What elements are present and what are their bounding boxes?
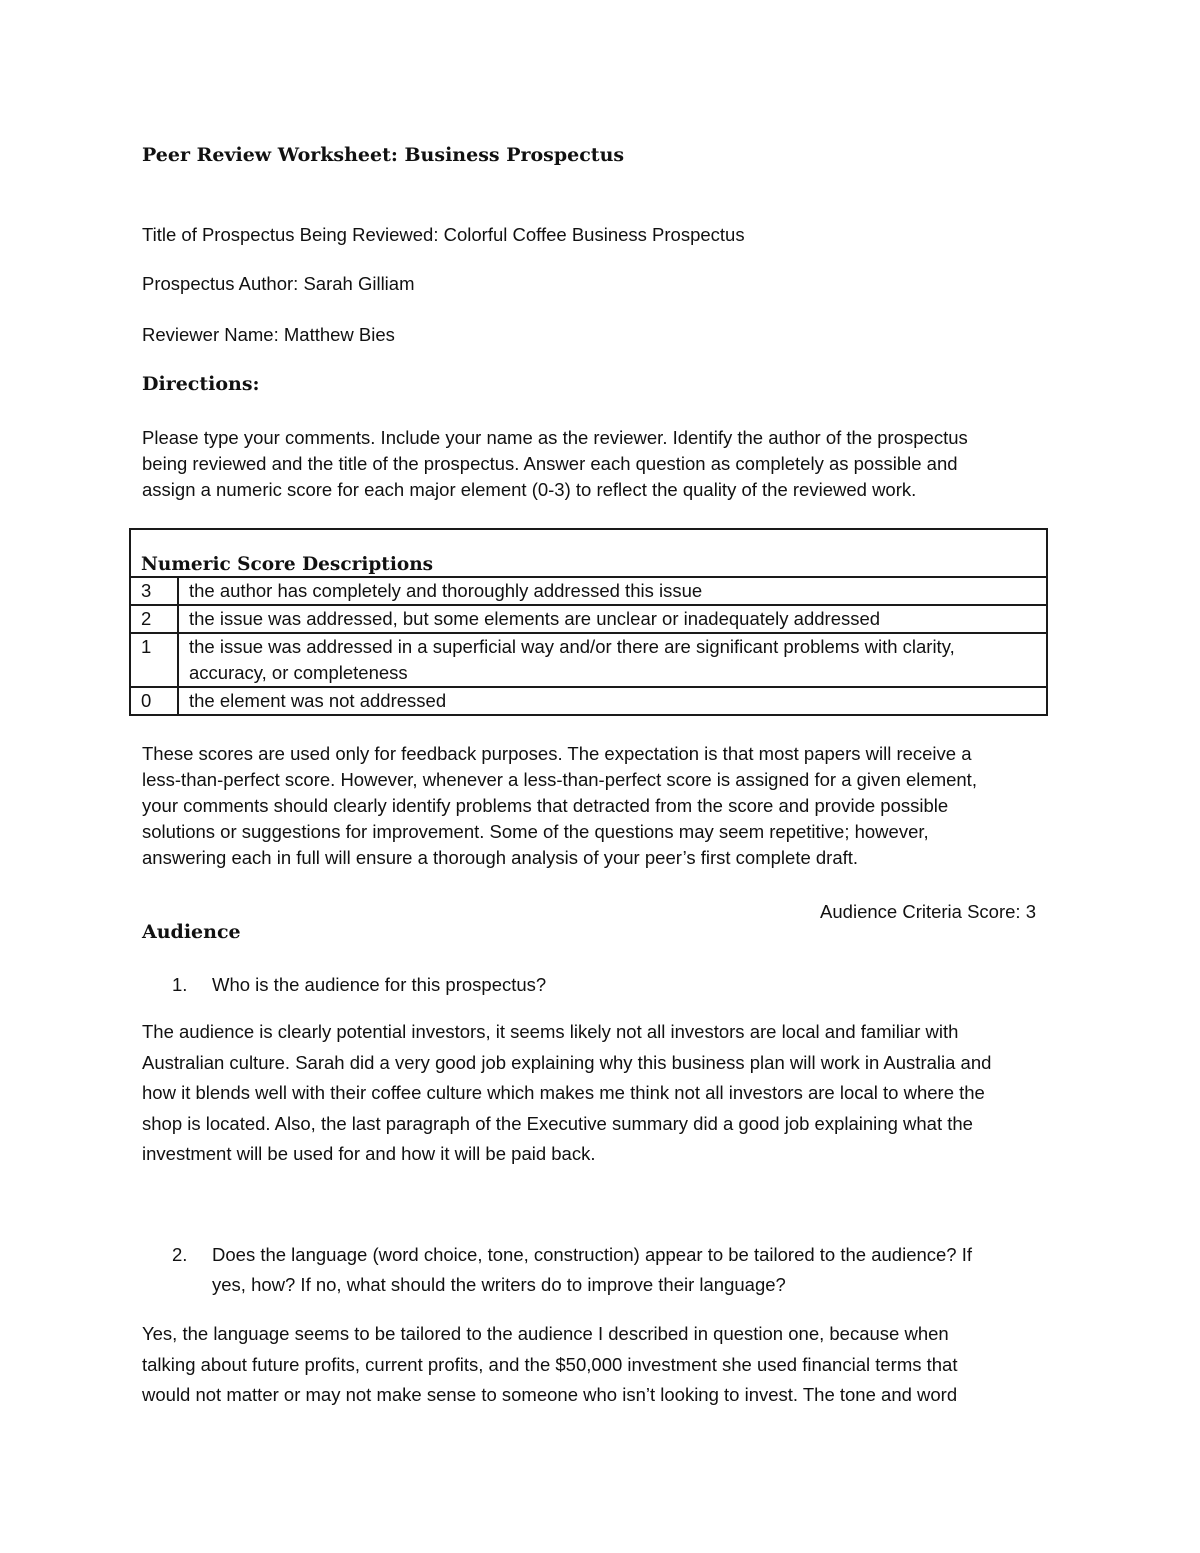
question-line: yes, how? If no, what should the writers do to improve their language? [212,1274,786,1295]
answer-line: shop is located. Also, the last paragraph of the Executive summary did a good job explaining what the [142,1112,973,1134]
answer-line: how it blends well with their coffee culture which makes me think not all investors are local to where the [142,1082,985,1103]
score-value: 2 [130,605,178,633]
paragraph-line: less-than-perfect score. However, whenever a less-than-perfect score is assigned for a given element, [142,769,977,790]
score-description: the element was not addressed [178,687,1047,715]
score-table-heading: Numeric Score Descriptions [130,529,1047,577]
paragraph-line: solutions or suggestions for improvement. Some of the questions may seem repetitive; however, [142,821,929,842]
scores-explanation-paragraph [142,741,1062,871]
answer-line: The audience is clearly potential investors, it seems likely not all investors are local and familiar with [142,1021,959,1042]
answer-line: talking about future profits, current profits, and the $50,000 investment she used financial terms that [142,1353,958,1375]
table-row [130,687,1047,715]
score-description: the issue was addressed, but some elements are unclear or inadequately addressed [178,605,1047,633]
question-line: Does the language (word choice, tone, construction) appear to be tailored to the audience? If [212,1244,973,1265]
question-2 [172,1240,973,1295]
question-number: 1. [172,974,188,995]
question-1 [172,970,547,1000]
answer-line: would not matter or may not make sense to someone who isn’t looking to invest. The tone and word [142,1384,958,1405]
table-header-row [130,529,1047,577]
table-row [130,605,1047,633]
paragraph-line: your comments should clearly identify problems that detracted from the score and provide possible [142,795,949,816]
directions-line: being reviewed and the title of the prospectus. Answer each question as completely as possible and [142,453,958,474]
directions-paragraph [142,425,1062,503]
answer-2 [142,1319,1072,1411]
score-value: 1 [130,633,178,687]
document-title: Peer Review Worksheet: Business Prospectus [142,144,625,166]
answer-line: Yes, the language seems to be tailored to the audience I described in question one, because when [142,1323,949,1344]
directions-line: Please type your comments. Include your name as the reviewer. Identify the author of the prospectus [142,427,968,448]
answer-1 [142,1017,1072,1170]
reviewer-name-line: Reviewer Name: Matthew Bies [142,324,395,345]
directions-line: assign a numeric score for each major element (0-3) to reflect the quality of the reviewed work. [142,479,917,500]
score-description [178,633,1047,687]
score-description-line: accuracy, or completeness [189,662,408,683]
answer-line: Australian culture. Sarah did a very good job explaining why this business plan will work in Australia and [142,1051,992,1073]
question-text: Who is the audience for this prospectus? [212,974,547,995]
answer-line: investment will be used for and how it will be paid back. [142,1143,596,1164]
score-value: 0 [130,687,178,715]
score-descriptions-table [129,528,1048,716]
table-row [130,633,1047,687]
paragraph-line: These scores are used only for feedback purposes. The expectation is that most papers will receive a [142,743,972,764]
score-value: 3 [130,577,178,605]
question-number: 2. [172,1244,188,1265]
prospectus-author-line: Prospectus Author: Sarah Gilliam [142,273,415,294]
score-description: the author has completely and thoroughly addressed this issue [178,577,1047,605]
question-text [212,1240,972,1300]
score-description-line: the issue was addressed in a superficial way and/or there are significant problems with clarity, [189,636,955,657]
table-row [130,577,1047,605]
audience-heading: Audience [142,921,241,943]
paragraph-line: answering each in full will ensure a thorough analysis of your peer’s first complete draft. [142,847,859,868]
prospectus-title-line: Title of Prospectus Being Reviewed: Colorful Coffee Business Prospectus [142,224,745,245]
directions-heading: Directions: [142,373,260,395]
audience-criteria-score: Audience Criteria Score: 3 [820,901,1036,922]
